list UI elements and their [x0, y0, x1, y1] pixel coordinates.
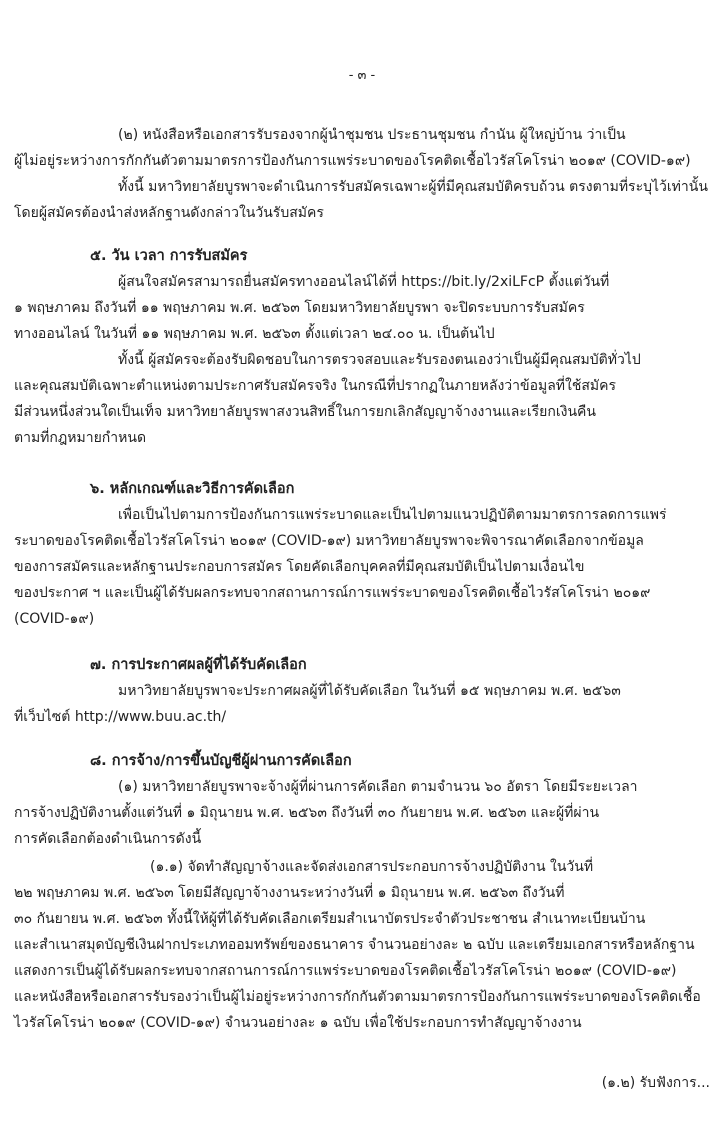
section-8-line-9: และหนังสือหรือเอกสารรับรองว่าเป็นผู้ไม่อยู่ระหว่างการกักกันตัวตามมาตรการป้องกันการแพร่ระบาดของโรคติดเชื้อ	[14, 989, 701, 1005]
section-8-line-10: ไวรัสโคโรน่า ๒๐๑๙ (COVID-๑๙) จำนวนอย่างละ ๑ ฉบับ เพื่อใช้ประกอบการทำสัญญาจ้างงาน	[14, 1015, 582, 1031]
page-number: - ๓ -	[348, 68, 376, 83]
section-8-line-3: การคัดเลือกต้องดำเนินการดังนี้	[14, 831, 202, 847]
section-5-line-7: ตามที่กฎหมายกำหนด	[14, 430, 147, 446]
section-5-line-5: และคุณสมบัติเฉพาะตำแหน่งตามประกาศรับสมัครจริง ในกรณีที่ปรากฏในภายหลังว่าข้อมูลที่ใช้สมัคร	[14, 378, 617, 394]
section-8-line-8: แสดงการเป็นผู้ได้รับผลกระทบจากสถานการณ์การแพร่ระบาดของโรคติดเชื้อไวรัสโคโรน่า ๒๐๑๙ (COVID-๑๙)	[14, 963, 677, 979]
section-5-line-3: ทางออนไลน์ ในวันที่ ๑๑ พฤษภาคม พ.ศ. ๒๕๖๓ ตั้งแต่เวลา ๒๔.๐๐ น. เป็นต้นไป	[14, 326, 495, 342]
section-6-line-4: ของประกาศ ฯ และเป็นผู้ได้รับผลกระทบจากสถานการณ์การแพร่ระบาดของโรคติดเชื้อไวรัสโคโรน่า ๒๐๑๙	[14, 585, 651, 601]
section-5-line-6: มีส่วนหนึ่งส่วนใดเป็นเท็จ มหาวิทยาลัยบูรพาสงวนสิทธิ์ในการยกเลิกสัญญาจ้างงานและเรียกเงินคืน	[14, 404, 596, 420]
section-6-line-5: (COVID-๑๙)	[14, 611, 95, 627]
section-8-line-7: และสำเนาสมุดบัญชีเงินฝากประเภทออมทรัพย์ของธนาคาร จำนวนอย่างละ ๒ ฉบับ และเตรียมเอกสารหรือหลักฐาน	[14, 937, 695, 953]
section-8-heading: ๘. การจ้าง/การขึ้นบัญชีผู้ผ่านการคัดเลือก	[90, 753, 352, 769]
section-5-line-4: ทั้งนี้ ผู้สมัครจะต้องรับผิดชอบในการตรวจสอบและรับรองตนเองว่าเป็นผู้มีคุณสมบัติทั่วไป	[118, 352, 641, 368]
continuation-note: (๑.๒) รับฟังการ...	[601, 1075, 710, 1091]
section-6-line-3: ของการสมัครและหลักฐานประกอบการสมัคร โดยคัดเลือกบุคคลที่มีคุณสมบัติเป็นไปตามเงื่อนไข	[14, 559, 585, 575]
section-7-line-1: มหาวิทยาลัยบูรพาจะประกาศผลผู้ที่ได้รับคัดเลือก ในวันที่ ๑๕ พฤษภาคม พ.ศ. ๒๕๖๓	[118, 683, 621, 699]
section-8-line-2: การจ้างปฏิบัติงานตั้งแต่วันที่ ๑ มิถุนายน พ.ศ. ๒๕๖๓ ถึงวันที่ ๓๐ กันยายน พ.ศ. ๒๕๖๓ และผู้ที่ผ่าน	[14, 805, 600, 821]
section-7-line-2: ที่เว็บไซต์ http://www.buu.ac.th/	[14, 709, 227, 725]
section-6-line-2: ระบาดของโรคติดเชื้อไวรัสโคโรน่า ๒๐๑๙ (COVID-๑๙) มหาวิทยาลัยบูรพาจะพิจารณาคัดเลือกจากข้อมูล	[14, 533, 644, 549]
section-8-line-6: ๓๐ กันยายน พ.ศ. ๒๕๖๓ ทั้งนี้ให้ผู้ที่ได้รับคัดเลือกเตรียมสำเนาบัตรประจำตัวประชาชน สำเนาทะเบียนบ้าน	[14, 911, 646, 927]
section-8-line-5: ๒๒ พฤษภาคม พ.ศ. ๒๕๖๓ โดยมีสัญญาจ้างงานระหว่างวันที่ ๑ มิถุนายน พ.ศ. ๒๕๖๓ ถึงวันที่	[14, 885, 565, 901]
intro-line-4: โดยผู้สมัครต้องนำส่งหลักฐานดังกล่าวในวันรับสมัคร	[14, 205, 324, 221]
intro-line-3: ทั้งนี้ มหาวิทยาลัยบูรพาจะดำเนินการรับสมัครเฉพาะผู้ที่มีคุณสมบัติครบถ้วน ตรงตามที่ระบุไว้เท่านั้น	[118, 179, 708, 195]
intro-line-1: (๒) หนังสือหรือเอกสารรับรองจากผู้นำชุมชน ประธานชุมชน กำนัน ผู้ใหญ่บ้าน ว่าเป็น	[118, 127, 626, 143]
section-5-line-2: ๑ พฤษภาคม ถึงวันที่ ๑๑ พฤษภาคม พ.ศ. ๒๕๖๓ โดยมหาวิทยาลัยบูรพา จะปิดระบบการรับสมัคร	[14, 300, 585, 316]
section-7-heading: ๗. การประกาศผลผู้ที่ได้รับคัดเลือก	[90, 657, 307, 673]
section-6-heading: ๖. หลักเกณฑ์และวิธีการคัดเลือก	[90, 481, 295, 497]
section-6-line-1: เพื่อเป็นไปตามการป้องกันการแพร่ระบาดและเป็นไปตามแนวปฏิบัติตามมาตรการลดการแพร่	[118, 507, 667, 523]
section-8-line-1: (๑) มหาวิทยาลัยบูรพาจะจ้างผู้ที่ผ่านการคัดเลือก ตามจำนวน ๖๐ อัตรา โดยมีระยะเวลา	[118, 779, 638, 795]
section-8-line-4: (๑.๑) จัดทำสัญญาจ้างและจัดส่งเอกสารประกอบการจ้างปฏิบัติงาน ในวันที่	[150, 859, 594, 875]
intro-line-2: ผู้ไม่อยู่ระหว่างการกักกันตัวตามมาตรการป้องกันการแพร่ระบาดของโรคติดเชื้อไวรัสโคโรน่า ๒๐๑๙ (COVID-๑๙)	[14, 153, 691, 169]
section-5-heading: ๕. วัน เวลา การรับสมัคร	[90, 248, 248, 264]
section-5-line-1: ผู้สนใจสมัครสามารถยื่นสมัครทางออนไลน์ได้ที่ https://bit.ly/2xiLFcP ตั้งแต่วันที่	[118, 274, 610, 290]
